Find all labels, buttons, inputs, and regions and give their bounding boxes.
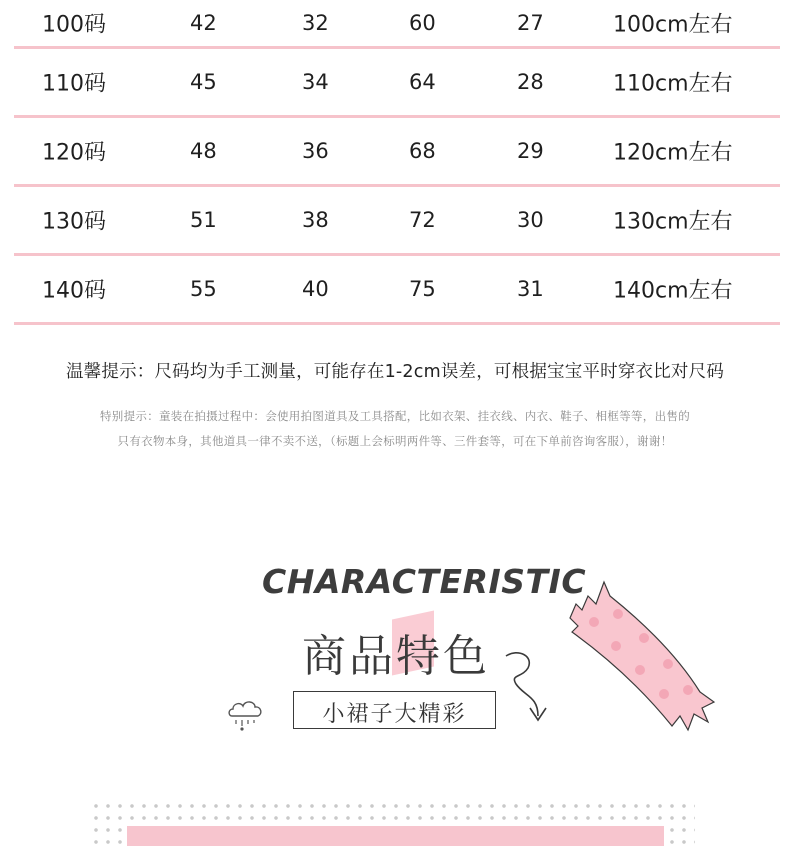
special-note-line-2: 只有衣物本身，其他道具一律不卖不送，（标题上会标明两件等、三件套等，可在下单前咨询客服），谢谢！ (117, 434, 673, 448)
table-row (14, 256, 780, 325)
size-table (14, 0, 780, 325)
measure-cell: 51 (190, 208, 217, 232)
special-note-line-1: 特别提示：童装在拍摄过程中：会使用拍图道具及工具搭配，比如衣架、挂衣线、内衣、鞋子、相框等等，出售的 (100, 409, 690, 423)
height-cell: 120cm左右 (613, 140, 733, 166)
size-cell: 140码 (42, 278, 106, 304)
measure-cell: 29 (517, 139, 544, 163)
pink-content-panel (127, 826, 664, 846)
measure-cell: 55 (190, 277, 217, 301)
measurement-tip: 温馨提示：尺码均为手工测量，可能存在1-2cm误差，可根据宝宝平时穿衣比对尺码 (65, 362, 725, 382)
measure-cell: 42 (190, 11, 217, 35)
measure-cell: 36 (302, 139, 329, 163)
height-cell: 130cm左右 (613, 209, 733, 235)
cloud-doodle-icon (226, 696, 266, 734)
table-row (14, 187, 780, 256)
size-cell: 110码 (42, 71, 106, 97)
size-cell: 100码 (42, 12, 106, 38)
measure-cell: 48 (190, 139, 217, 163)
curly-arrow-icon (504, 650, 554, 726)
section-subtitle: 小裙子大精彩 (322, 702, 467, 727)
measure-cell: 34 (302, 70, 329, 94)
measure-cell: 38 (302, 208, 329, 232)
measure-cell: 72 (409, 208, 436, 232)
height-cell: 140cm左右 (613, 278, 733, 304)
measure-cell: 30 (517, 208, 544, 232)
section-title: 商品特色 (302, 631, 490, 682)
measure-cell: 40 (302, 277, 329, 301)
measure-cell: 31 (517, 277, 544, 301)
measure-cell: 64 (409, 70, 436, 94)
table-row (14, 118, 780, 187)
washi-tape-icon (560, 574, 720, 734)
measure-cell: 60 (409, 11, 436, 35)
height-cell: 110cm左右 (613, 71, 733, 97)
measure-cell: 27 (517, 11, 544, 35)
measure-cell: 75 (409, 277, 436, 301)
measure-cell: 68 (409, 139, 436, 163)
measure-cell: 28 (517, 70, 544, 94)
size-cell: 130码 (42, 209, 106, 235)
height-cell: 100cm左右 (613, 12, 733, 38)
measure-cell: 32 (302, 11, 329, 35)
table-row (14, 0, 780, 49)
table-row (14, 49, 780, 118)
subtitle-box (293, 691, 496, 729)
characteristic-heading: CHARACTERISTIC (262, 562, 587, 601)
size-cell: 120码 (42, 140, 106, 166)
measure-cell: 45 (190, 70, 217, 94)
